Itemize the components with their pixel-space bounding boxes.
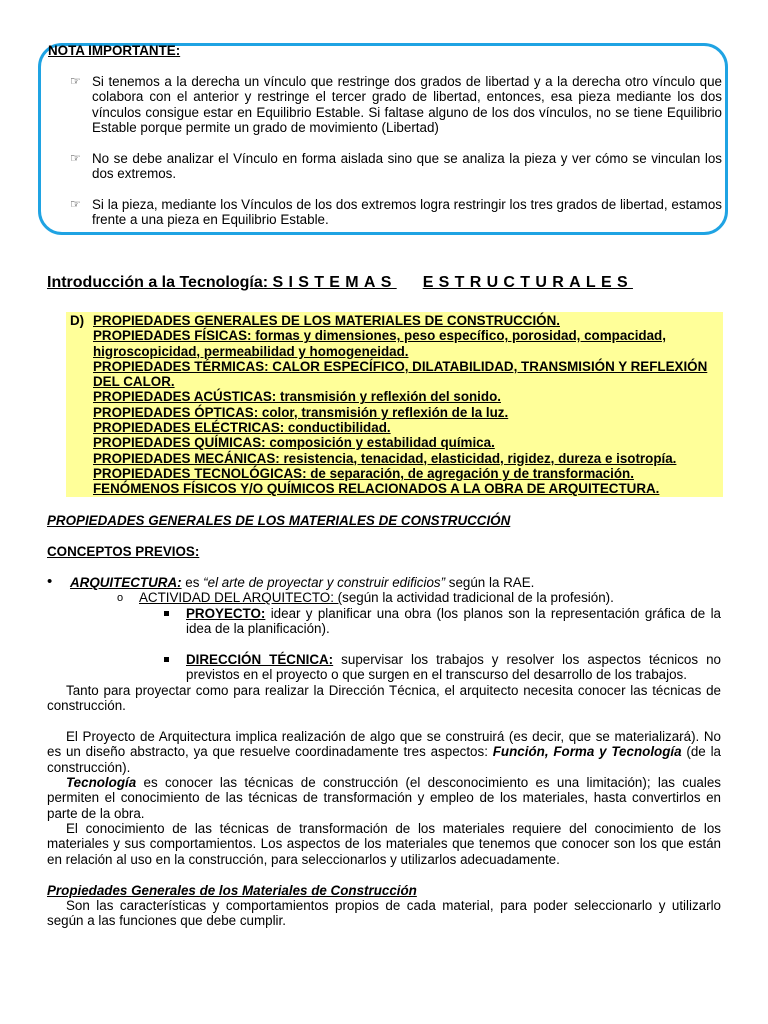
direccion-label: DIRECCIÓN TÉCNICA: bbox=[186, 652, 334, 667]
section-title: PROPIEDADES GENERALES DE LOS MATERIALES DE CONSTRUCCIÓN bbox=[47, 513, 511, 528]
subsection-title: Propiedades Generales de los Materiales de Construcción bbox=[47, 883, 417, 898]
heading-prefix: Introducción a la Tecnología: bbox=[47, 274, 273, 291]
actividad-line bbox=[139, 590, 614, 605]
note-item-text: Si tenemos a la derecha un vínculo que restringe dos grados de libertad y a la derecha otro vínculo que colabora con el anterior y restringe el tercer grado de libertad, entonces, esa pieza mediante los dos vínculos consigue estar en Equilibrio Estable. Si faltase alguno de los dos vínculos, no se tiene Equilibrio Estable porque permite un grado de movimiento (Libertad) bbox=[92, 74, 722, 135]
heading-spaced-word: ESTRUCTURALES bbox=[422, 274, 633, 291]
paragraph bbox=[47, 729, 721, 775]
arquitectura-post: según la RAE. bbox=[445, 575, 535, 590]
direccion-item bbox=[186, 652, 721, 683]
circle-bullet-icon: o bbox=[117, 592, 124, 604]
topic-item: PROPIEDADES ELÉCTRICAS: conductibilidad. bbox=[93, 420, 391, 436]
arquitectura-quote: “el arte de proyectar y construir edificios” bbox=[203, 575, 446, 590]
actividad-label: ACTIVIDAD DEL ARQUITECTO: ( bbox=[139, 590, 343, 605]
topics-letter: D) bbox=[70, 313, 85, 328]
topic-item: PROPIEDADES TÉRMICAS: CALOR ESPECÍFICO, DILATABILIDAD, TRANSMISIÓN Y REFLEXIÓN DEL CALOR. bbox=[93, 358, 708, 390]
pointing-hand-icon: ☞ bbox=[70, 197, 81, 211]
paragraph-text: (de la construcción). bbox=[47, 744, 721, 775]
note-item bbox=[70, 74, 722, 135]
paragraph-text: es conocer las técnicas de construcción (el desconocimiento es una limitación); las cuales permiten el conocimiento de las técnicas de transformación y empleo de los materiales, hasta convertirlos en parte de la obra. bbox=[47, 775, 721, 821]
paragraph bbox=[47, 775, 721, 821]
paragraph: Tanto para proyectar como para realizar la Dirección Técnica, el arquitecto necesita conocer las técnicas de construcción. bbox=[47, 683, 721, 714]
pointing-hand-icon: ☞ bbox=[70, 74, 81, 88]
proyecto-item bbox=[186, 606, 721, 637]
pointing-hand-icon: ☞ bbox=[70, 151, 81, 165]
topic-item: PROPIEDADES ÓPTICAS: color, transmisión y reflexión de la luz. bbox=[93, 404, 509, 420]
proyecto-label: PROYECTO: bbox=[186, 606, 266, 621]
note-item bbox=[70, 197, 722, 228]
paragraph-text: El Proyecto de Arquitectura implica realización de algo que se construirá (es decir, que se materializará). No es un diseño abstracto, ya que resuelve coordinadamente tres aspectos: bbox=[47, 729, 721, 760]
topic-item: PROPIEDADES FÍSICAS: formas y dimensiones, peso específico, porosidad, compacidad, higroscopicidad, permeabilidad y homogeneidad. bbox=[93, 328, 666, 359]
note-item-text: No se debe analizar el Vínculo en forma aislada sino que se analiza la pieza y ver cómo se vinculan los dos extremos. bbox=[92, 151, 722, 182]
heading-spaced-word: SISTEMAS bbox=[272, 274, 397, 291]
note-item-text: Si la pieza, mediante los Vínculos de los dos extremos logra restringir los tres grados de libertad, estamos frente a una pieza en Equilibrio Estable. bbox=[92, 197, 722, 228]
arquitectura-label: ARQUITECTURA: bbox=[70, 575, 182, 590]
arquitectura-line bbox=[70, 575, 534, 590]
paragraph: El conocimiento de las técnicas de transformación de los materiales requiere del conocimiento de los materiales y sus comportamientos. Los aspectos de los materiales que tenemos que conocer son los que están en relación al uso en la construcción, para seleccionarlos y utilizarlos adecuadamente. bbox=[47, 821, 721, 867]
topic-item: PROPIEDADES TECNOLÓGICAS: de separación, de agregación y de transformación. bbox=[93, 465, 634, 481]
paragraph-emphasis: Tecnología bbox=[66, 775, 137, 790]
proyecto-text: idear y planificar una obra (los planos son la representación gráfica de la idea de la planificación). bbox=[186, 606, 721, 637]
paragraph: Son las características y comportamientos propios de cada material, para poder seleccionarlo y utilizarlo según a las funciones que debe cumplir. bbox=[47, 898, 721, 929]
bullet-icon: • bbox=[47, 573, 53, 590]
square-bullet-icon bbox=[164, 657, 169, 662]
note-item bbox=[70, 151, 722, 182]
conceptos-title: CONCEPTOS PREVIOS: bbox=[47, 544, 200, 559]
topic-item: PROPIEDADES QUÍMICAS: composición y estabilidad química. bbox=[93, 435, 495, 451]
page-heading bbox=[47, 273, 633, 292]
topic-item: PROPIEDADES ACÚSTICAS: transmisión y reflexión del sonido. bbox=[93, 389, 501, 405]
direccion-text: supervisar los trabajos y resolver los aspectos técnicos no previstos en el proyecto o que surgen en el transcurso del desarrollo de los trabajos. bbox=[186, 652, 721, 683]
actividad-rest: según la actividad tradicional de la profesión). bbox=[342, 590, 614, 605]
topic-item: FENÓMENOS FÍSICOS Y/O QUÍMICOS RELACIONADOS A LA OBRA DE ARQUITECTURA. bbox=[93, 481, 660, 497]
note-title: NOTA IMPORTANTE: bbox=[48, 43, 181, 58]
arquitectura-pre: es bbox=[181, 575, 204, 590]
topics-list bbox=[93, 313, 721, 497]
topic-item: PROPIEDADES GENERALES DE LOS MATERIALES DE CONSTRUCCIÓN. bbox=[93, 313, 560, 328]
square-bullet-icon bbox=[164, 611, 169, 616]
paragraph-emphasis: Función, Forma y Tecnología bbox=[492, 744, 682, 760]
topic-item: PROPIEDADES MECÁNICAS: resistencia, tenacidad, elasticidad, rigidez, dureza e isotropía. bbox=[93, 450, 677, 466]
